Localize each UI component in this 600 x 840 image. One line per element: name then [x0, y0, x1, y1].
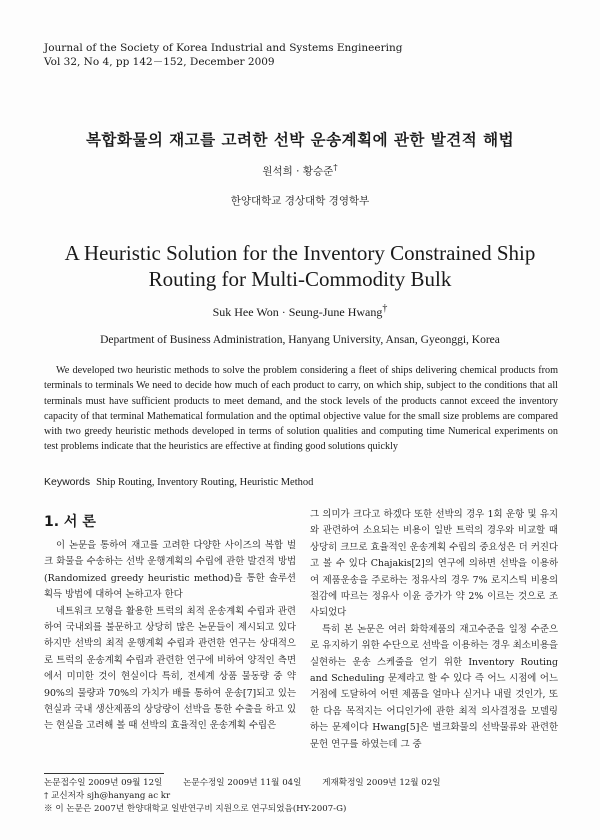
journal-header [44, 41, 402, 69]
accepted-date: 게재확정일 2009년 12월 02일 [322, 778, 441, 788]
keywords-label: Keywords [44, 476, 91, 488]
english-author-names: Suk Hee Won · Seung-June Hwang [212, 305, 383, 319]
intro-paragraph-1: 이 논문을 통하여 재고를 고려한 다양한 사이즈의 복합 벌크 화물을 수송하는 선박 운행계획의 수립에 관한 발견적 방법(Randomized greedy heuristic method)을 통한 솔루션 획득 방법에 대하여 논하고자 한다 [44, 540, 296, 601]
english-affiliation: Department of Business Administration, Hanyang University, Ansan, Gyeonggi, Korea [100, 334, 500, 346]
english-title-line1: A Heuristic Solution for the Inventory Constrained Ship [64, 241, 536, 265]
right-column [310, 507, 558, 753]
intro-paragraph-2: 네트워크 모형을 활용한 트럭의 최적 운송계획 수립과 관련하여 국내외를 불문하고 상당히 많은 논문들이 제시되고 있다 하지만 선박의 최적 운행계획 수립과 관련한 연구는 상대적으로 트럭의 운송계획 수립과 관련한 연구에 비하여 양적인 측면에서 미미한 것이 현실이다 특히, 전세계 상품 물동량 중 약 90%의 물량과 70%의 가치가 배를 통하여 운송[7]되고 있는 현실과 국내 생산제품의 상당량이 선박을 통한 수출을 하고 있는 현실을 고려해 볼 때 선박의 효율적인 운송계획 수립은 [44, 605, 296, 732]
journal-volume: Vol 32, No 4, pp 142－152, December 2009 [44, 56, 275, 68]
received-date: 논문접수일 2009년 09월 12일 [44, 778, 163, 788]
english-corresponding-dagger: † [382, 303, 388, 314]
revised-date: 논문수정일 2009년 11월 04일 [183, 778, 302, 788]
section-heading-introduction: 1. 서 론 [44, 514, 96, 530]
keywords-text: Ship Routing, Inventory Routing, Heuristic Method [96, 477, 314, 488]
korean-affiliation: 한양대학교 경상대학 경영학부 [230, 195, 370, 207]
english-title-line2: Routing for Multi-Commodity Bulk [148, 267, 452, 291]
intro-paragraph-3: 그 의미가 크다고 하겠다 또한 선박의 경우 1회 운항 및 유지와 관련하여 소요되는 비용이 일반 트럭의 경우와 비교할 때 상당히 크므로 효율적인 운송계획 수립의 중요성은 더 커진다고 볼 수 있다 Chajakis[2]의 연구에 의하면 선박을 이용하여 제품운송을 주로하는 정유사의 경우 7% 로지스틱 비용의 절감에 따르는 정유사 이윤 증가가 약 2% 이르는 것으로 조사되었다 [310, 509, 558, 619]
footnote-divider [44, 773, 164, 774]
abstract: We developed two heuristic methods to solve the problem considering a fleet of ships delivering chemical products from terminals to terminals We need to decide how much of each product to carry, on which ship, subject to the conditions that all terminals must have sufficient products to meet demand, and the stock levels of the products cannot exceed the inventory capacity of that terminal Mathematical formulation and the optimal objective value for the small size problems are compared with two greedy heuristic methods developed in terms of solution qualities and computing time Numerical experiments on test problems indicate that the heuristics are effective at finding good solutions quickly [44, 365, 558, 453]
korean-authors [0, 163, 600, 179]
korean-title: 복합화물의 재고를 고려한 선박 운송계획에 관한 발견적 해법 [85, 131, 515, 149]
footnote-corresponding-author: † 교신저자 sjh@hanyang ac kr [44, 791, 171, 801]
footnote-funding: ※ 이 논문은 2007년 한양대학교 일반연구비 지원으로 연구되었음(HY-2007-G) [44, 804, 347, 814]
corresponding-dagger: † [333, 163, 338, 173]
keywords [44, 476, 313, 488]
intro-paragraph-4: 특히 본 논문은 여러 화학제품의 재고수준을 일정 수준으로 유지하기 위한 수단으로 선박을 이용하는 경우 최소비용을 실현하는 운송 스케줄을 얻기 위한 Inventory Routing and Scheduling 문제라고 할 수 있다 즉 어느 시점에 어느 거점에 도달하여 어떤 제품을 얼마나 싣거나 내릴 것인가, 또한 다음 목적지는 어디인가에 관한 최적 의사결정을 모델링 하는 문제이다 Hwang[5]은 벌크화물의 선박물류와 관련한 문헌 연구를 하였는데 그 중 [310, 623, 558, 750]
journal-name: Journal of the Society of Korea Industrial and Systems Engineering [44, 42, 403, 54]
korean-author-names: 원석희 · 황승준 [262, 165, 334, 178]
footnote-dates [44, 777, 564, 789]
english-authors [0, 303, 600, 320]
left-column [44, 538, 296, 735]
english-title [0, 240, 600, 292]
